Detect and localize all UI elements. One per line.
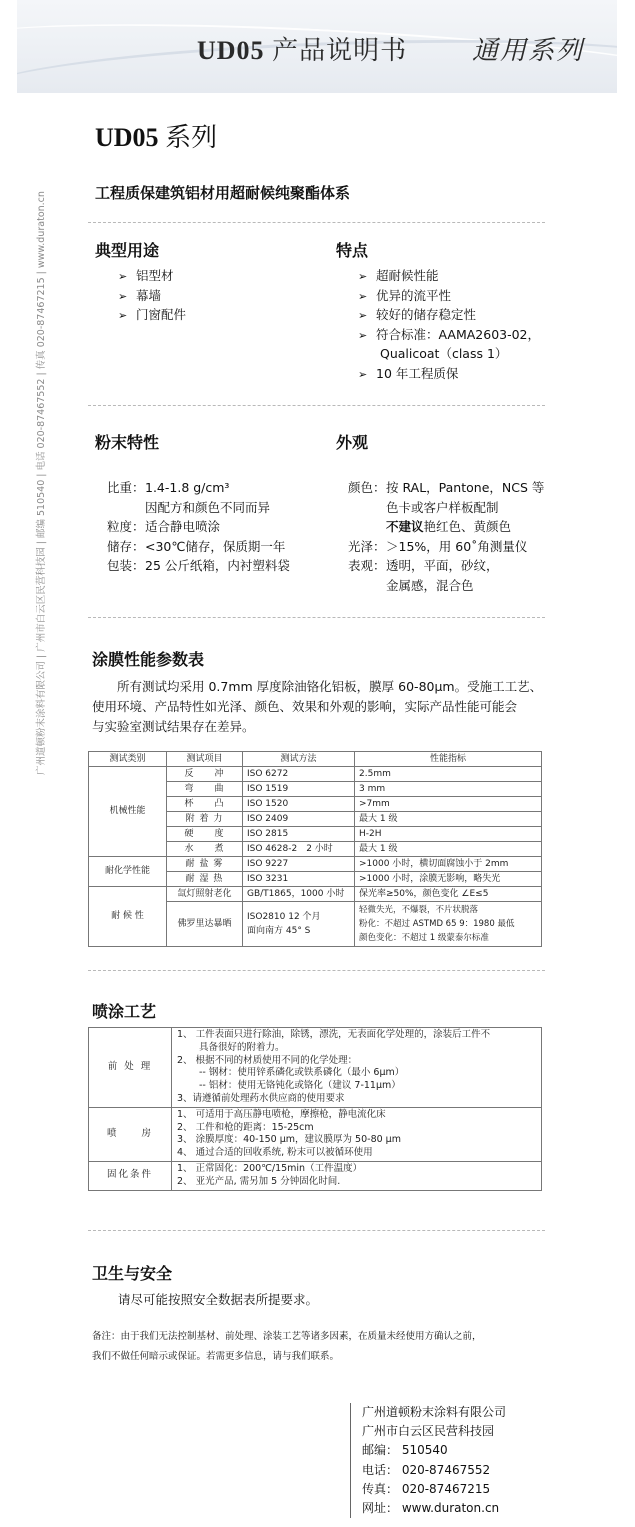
powder-heading: 粉末特性 (95, 433, 160, 452)
property-row: 颜色： 按 RAL，Pantone，NCS 等 (348, 480, 545, 495)
title-text: 产品说明书 (272, 36, 408, 65)
property-row: 因配方和颜色不同而异 (145, 499, 271, 515)
website-link[interactable]: 网址： www.duraton.cn (362, 1501, 500, 1516)
arrow-bullet-icon: ➢ (358, 367, 368, 381)
product-title (95, 117, 217, 154)
property-row: 色卡或客户样板配制 (386, 499, 499, 515)
column-header: 测试项目 (167, 752, 243, 767)
table-row: 硬 度 ISO 2815 H-2H (89, 827, 542, 842)
category-cell: 前 处 理 (89, 1028, 172, 1108)
table-row: 机械性能 反 冲 ISO 6272 2.5mm (89, 767, 542, 782)
section-divider (88, 1230, 545, 1231)
category-cell: 固化条件 (89, 1161, 172, 1190)
property-row: 不建议艳红色、黄颜色 (386, 519, 512, 534)
safety-text: 请尽可能按照安全数据表所提要求。 (118, 1292, 319, 1307)
phone: 电话： 020-87467552 (362, 1462, 491, 1477)
list-item: ➢ 优异的流平性 (358, 286, 540, 306)
applications-list (118, 266, 186, 325)
list-item: ➢ 较好的储存稳定性 (358, 305, 540, 325)
table-row: 水 煮 ISO 4628-2 2 小时 最大 1 级 (89, 842, 542, 857)
safety-heading: 卫生与安全 (92, 1264, 173, 1283)
sidebar-contact-text: 广州道顿粉末涂料有限公司 | 广州市白云区民营科技园 | 邮编 510540 | 电话 020-87467552 | 传真 020-87467215 | www.duraton.cn (36, 191, 47, 775)
arrow-bullet-icon: ➢ (358, 270, 368, 283)
emphasis-not-recommended: 不建议 (386, 519, 424, 534)
appearance-properties (348, 478, 544, 595)
series-label: 通用系列 (472, 36, 585, 65)
features-heading: 特点 (336, 241, 369, 260)
list-item: ➢ 超耐候性能 (358, 266, 540, 286)
property-row: 光泽： ＞15%，用 60˚角测量仪 (348, 538, 528, 554)
property-row: 表观： 透明，平面，砂纹， (348, 558, 499, 573)
company-address: 广州市白云区民营科技园 (362, 1424, 495, 1439)
table-row: 喷 房 1、 可适用于高压静电喷枪，摩擦枪，静电流化床 2、 工件和枪的距离：15-25cm 3、 涂膜厚度：40-150 μm，建议膜厚为 50-80 μm 4、 通过合适的回收系统, 粉末可以被循环使用 (89, 1107, 542, 1161)
property-row: 储存： <30℃储存，保质期一年 (107, 538, 286, 554)
table-row: 耐化学性能 耐 盐 雾 ISO 9227 >1000 小时，横切面腐蚀小于 2mm (89, 857, 542, 872)
table-header-row (89, 752, 542, 767)
property-row: 金属感，混合色 (386, 577, 474, 593)
table-row: 耐 候 性 氙灯照射老化 GB/T1865，1000 小时 保光率≥50%，颜色变化 ∠E≤5 (89, 887, 542, 902)
category-cell: 喷 房 (89, 1107, 172, 1161)
list-item: ➢ 符合标准：AAMA2603-02， (358, 325, 540, 345)
table-row: 弯 曲 ISO 1519 3 mm (89, 782, 542, 797)
spray-heading: 喷涂工艺 (92, 1002, 157, 1021)
contact-block (350, 1403, 506, 1518)
arrow-bullet-icon: ➢ (358, 309, 368, 322)
table-row: 固化条件 1、 正常固化：200℃/15min（工件温度） 2、 亚光产品, 需另加 5 分钟固化时间. (89, 1161, 542, 1190)
powder-properties (107, 478, 290, 576)
list-item: ➢ 幕墙 (118, 286, 186, 306)
title-code: UD05 (197, 36, 265, 65)
arrow-bullet-icon: ➢ (118, 289, 128, 303)
table-row: 耐 湿 热 ISO 3231 >1000 小时，涂膜无影响，略失光 (89, 872, 542, 887)
column-header: 测试类别 (89, 752, 167, 767)
category-cell: 耐化学性能 (89, 857, 167, 887)
disclaimer-note: 备注：由于我们无法控制基材、前处理、涂装工艺等诸多因素，在质量未经使用方确认之前， 我们不做任何暗示或保证。若需更多信息，请与我们联系。 (92, 1331, 482, 1362)
features-list (358, 266, 540, 383)
company-name: 广州道顿粉末涂料有限公司 (362, 1405, 507, 1419)
property-row: 比重： 1.4-1.8 g/cm³ (107, 480, 230, 495)
category-cell: 机械性能 (89, 767, 167, 857)
arrow-bullet-icon: ➢ (118, 309, 128, 322)
product-series-name: 系列 (165, 123, 218, 152)
fax: 传真： 020-87467215 (362, 1481, 491, 1496)
column-header: 测试方法 (243, 752, 355, 767)
product-subtitle: 工程质保建筑铝材用超耐候纯聚酯体系 (95, 184, 351, 202)
list-item: ➢ 10 年工程质保 (358, 364, 540, 384)
sidebar-contact-strip (33, 115, 47, 775)
section-divider (88, 970, 545, 971)
property-row: 包装： 25 公斤纸箱，内衬塑料袋 (107, 558, 290, 573)
list-item-continuation: Qualicoat（class 1） (380, 346, 508, 361)
property-row: 粒度： 适合静电喷涂 (107, 519, 221, 534)
coating-intro: 所有测试均采用 0.7mm 厚度除油铬化铝板，膜厚 60-80μm。受施工工艺、 使用环境、产品特性如光泽、颜色、效果和外观的影响，实际产品性能可能会 与实验室测试结果存在差异。 (92, 679, 543, 734)
section-divider (88, 405, 545, 406)
table-row: 前 处 理 1、 工件表面只进行除油，除锈，漂洗，无表面化学处理的，涂装后工件不 具备很好的附着力。 2、 根据不同的材质使用不同的化学处理： -- 钢材：使用锌系磷化或铁系磷化（最小 6μm） -- 铝材：使用无铬钝化或铬化（建议 7-11μm） 3、请遵循前处理药水供应商的使用要求 (89, 1028, 542, 1108)
section-divider (88, 222, 545, 223)
product-code: UD05 (95, 123, 159, 152)
arrow-bullet-icon: ➢ (358, 289, 368, 303)
header-banner (17, 0, 617, 93)
table-row: 附 着 力 ISO 2409 最大 1 级 (89, 812, 542, 827)
performance-table (88, 751, 542, 947)
list-item: ➢ 铝型材 (118, 266, 186, 286)
table-row: 佛罗里达暴晒 ISO2810 12 个月 面向南方 45° S 轻微失光，不爆裂，不片状脱落 粉化：不超过 ASTMD 65 9：1980 最低 颜色变化：不超过 1 级蒙泰尔标准 (89, 902, 542, 947)
spray-process-table (88, 1027, 542, 1191)
category-cell: 耐 候 性 (89, 887, 167, 947)
document-title (197, 30, 407, 67)
arrow-bullet-icon: ➢ (118, 270, 128, 283)
coating-heading: 涂膜性能参数表 (92, 650, 205, 669)
arrow-bullet-icon: ➢ (358, 328, 368, 342)
postcode: 邮编： 510540 (362, 1443, 448, 1458)
section-divider (88, 617, 545, 618)
appearance-heading: 外观 (336, 433, 369, 452)
applications-heading: 典型用途 (95, 241, 160, 260)
table-row: 杯 凸 ISO 1520 >7mm (89, 797, 542, 812)
list-item: ➢ 门窗配件 (118, 305, 186, 325)
column-header: 性能指标 (355, 752, 542, 767)
